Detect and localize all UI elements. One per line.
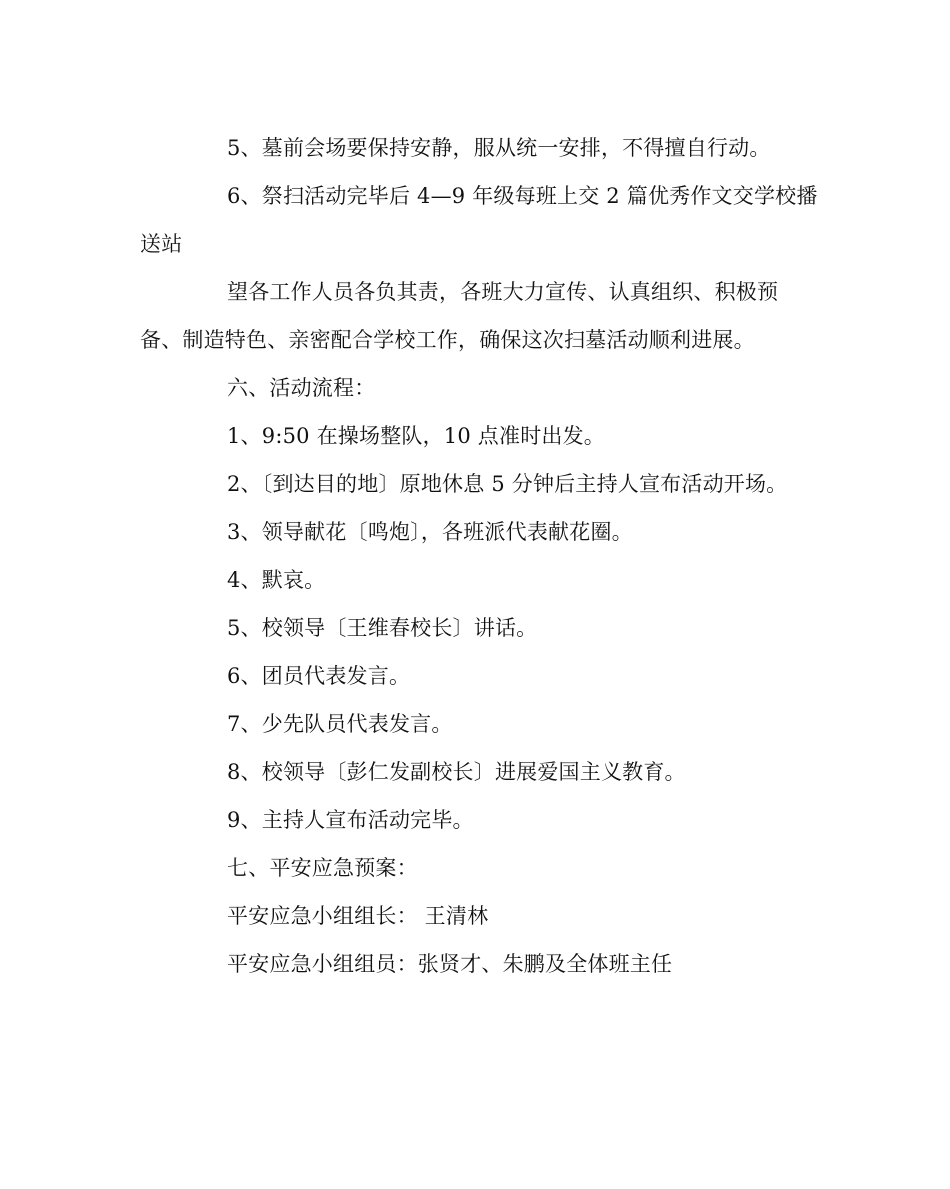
list-item: 3、领导献花〔鸣炮〕，各班派代表献花圈。	[227, 520, 633, 544]
text-line: 6、祭扫活动完毕后 4—9 年级每班上交 2 篇优秀作文交学校播	[227, 184, 818, 208]
text-line: 5、墓前会场要保持安静，服从统一安排，不得擅自行动。	[227, 136, 771, 160]
text-line: 平安应急小组组员：张贤才、朱鹏及全体班主任	[227, 952, 673, 976]
list-item: 8、校领导〔彭仁发副校长〕进展爱国主义教育。	[227, 760, 686, 784]
section-heading: 六、活动流程：	[227, 376, 376, 400]
text-line: 平安应急小组组长： 王清林	[227, 904, 489, 928]
list-item: 6、团员代表发言。	[227, 664, 411, 688]
text-line: 送站	[140, 232, 183, 256]
list-item: 5、校领导〔王维春校长〕讲话。	[227, 616, 538, 640]
text-line: 望各工作人员各负其责，各班大力宣传、认真组织、积极预	[227, 280, 779, 304]
list-item: 2、〔到达目的地〕原地休息 5 分钟后主持人宣布活动开场。	[227, 472, 788, 496]
list-item: 7、少先队员代表发言。	[227, 712, 453, 736]
list-item: 1、9:50 在操场整队，10 点准时出发。	[227, 424, 605, 448]
text-line: 备、制造特色、亲密配合学校工作，确保这次扫墓活动顺利进展。	[140, 328, 755, 352]
list-item: 4、默哀。	[227, 568, 326, 592]
list-item: 9、主持人宣布活动完毕。	[227, 808, 474, 832]
section-heading: 七、平安应急预案：	[227, 856, 418, 880]
